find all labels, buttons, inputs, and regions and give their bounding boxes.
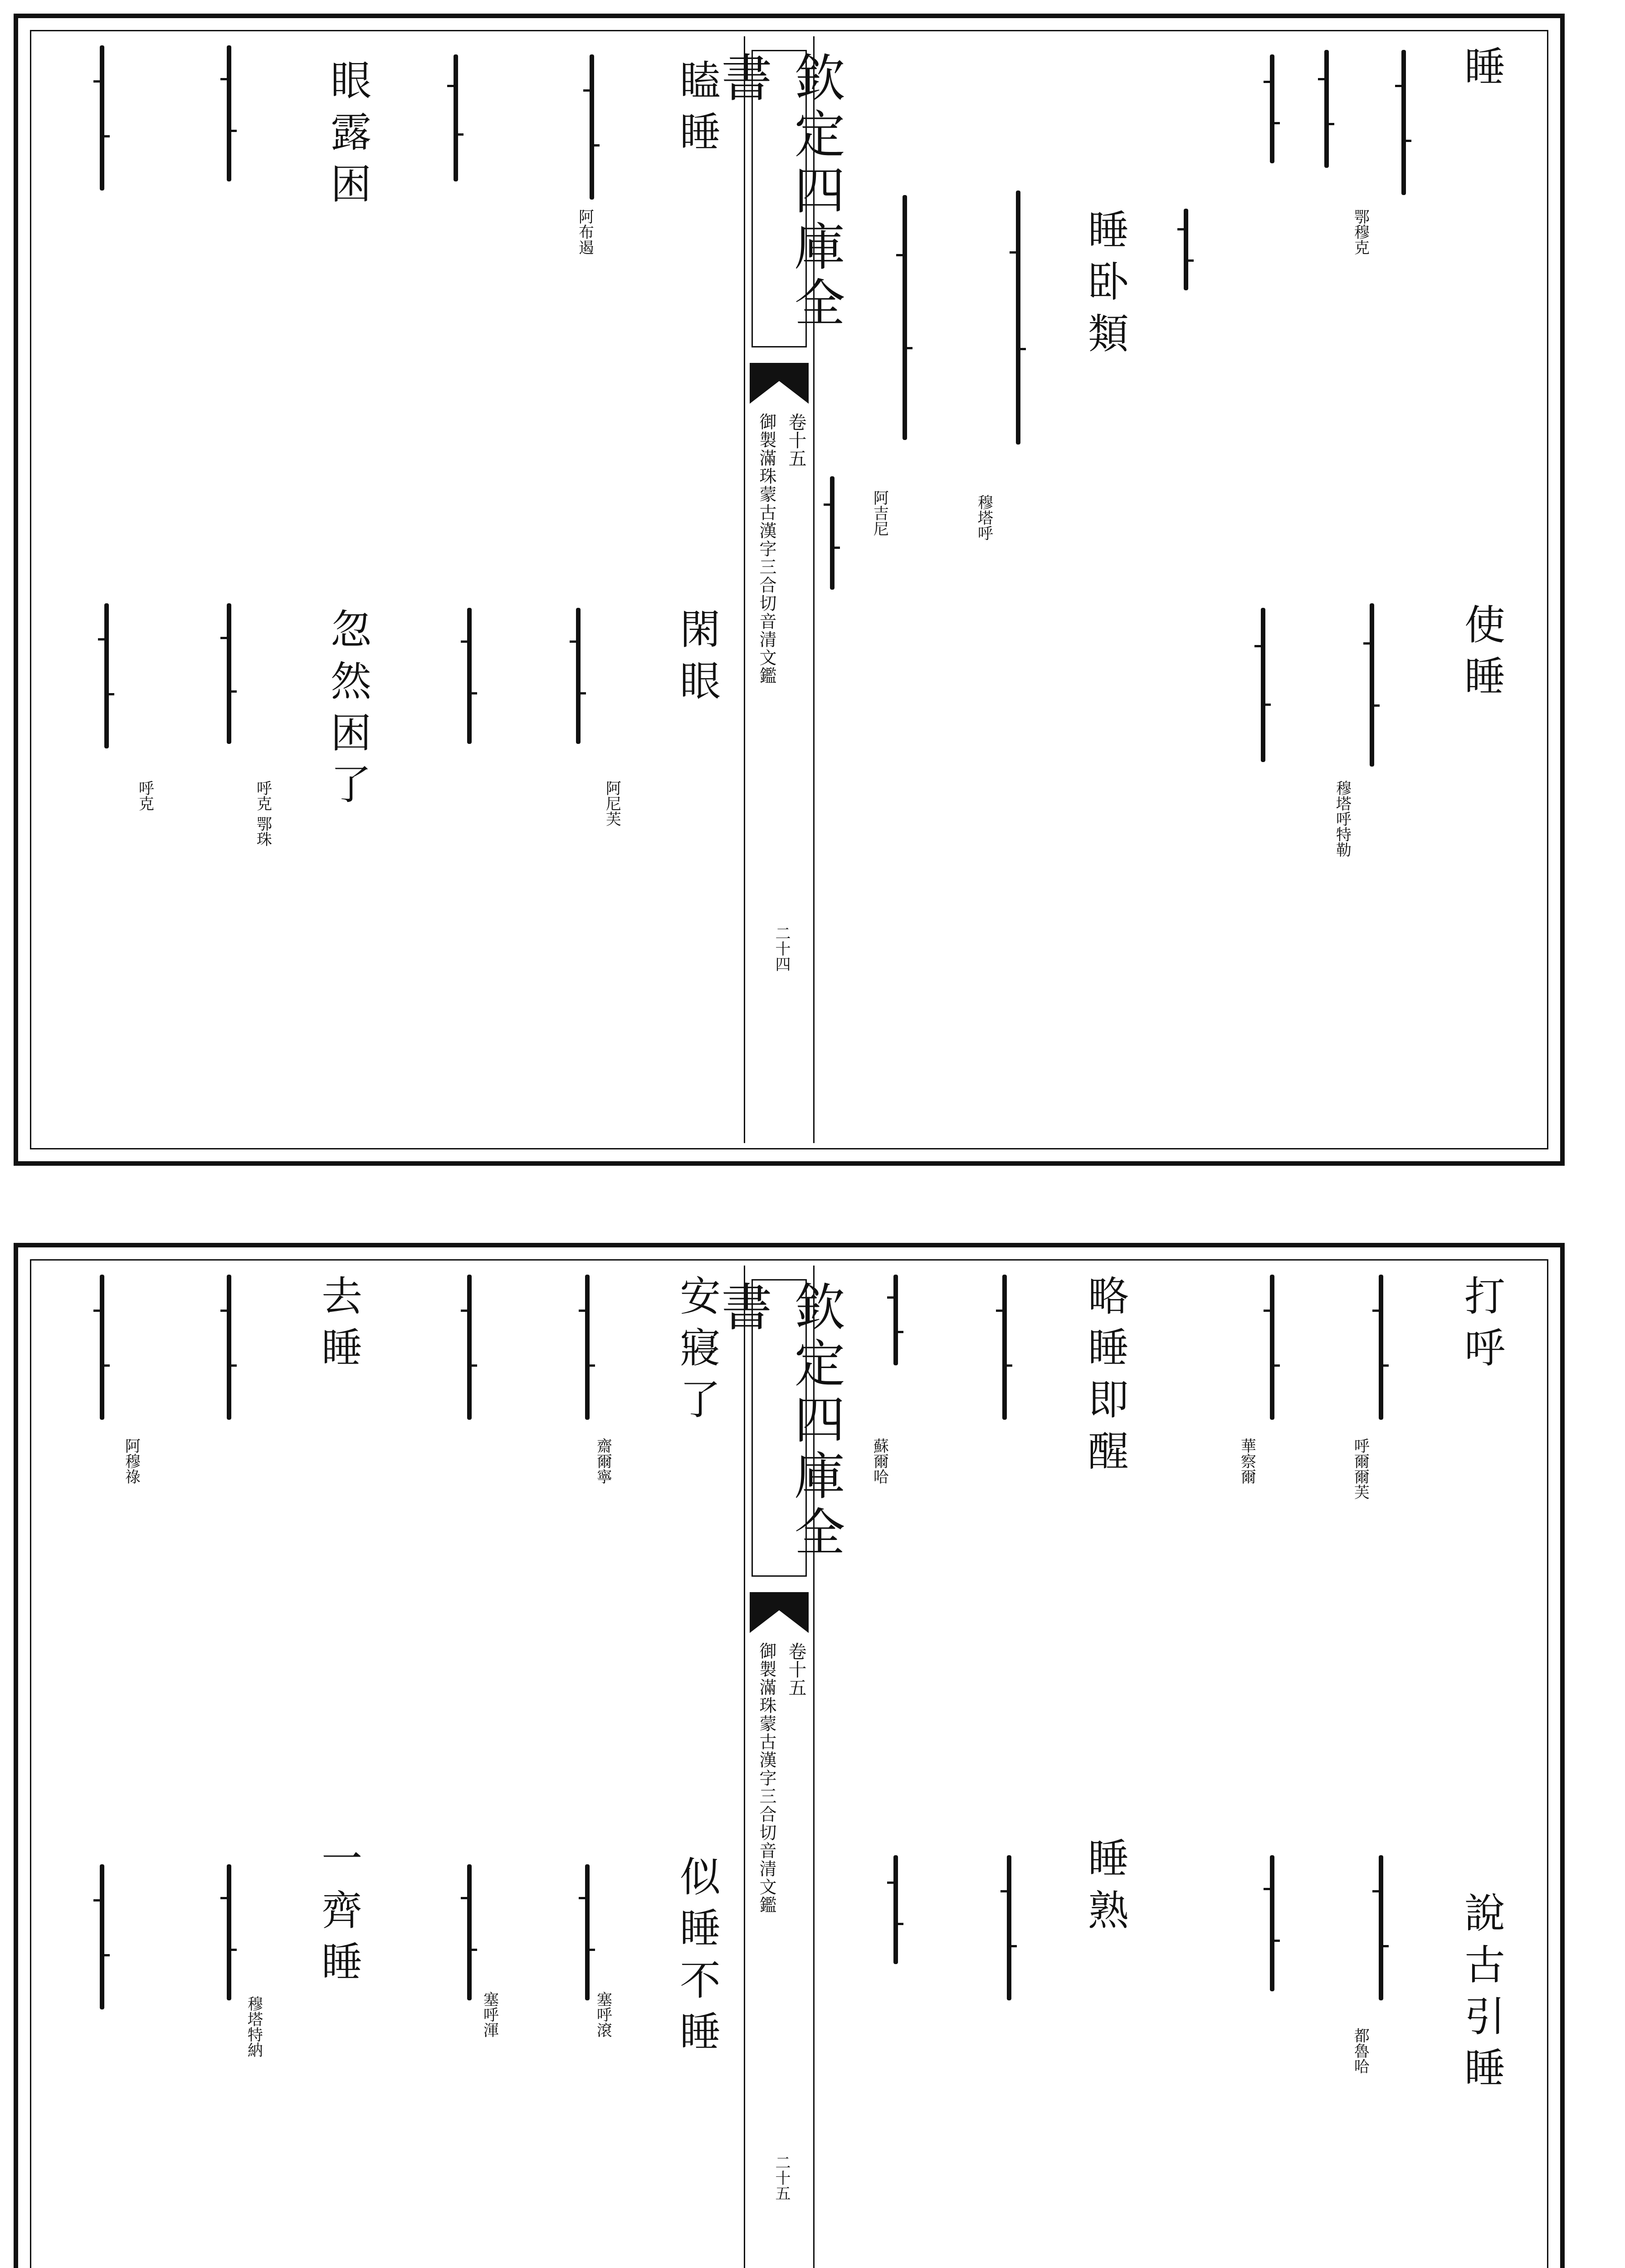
manchu-script-column [1261,608,1265,762]
bottom-annotation-5: 齋爾寧 [594,1438,612,1484]
top-fishtail-icon [750,363,809,404]
manchu-script-column [1270,1275,1274,1420]
bottom-headword-1: 打呼 [1457,1275,1505,1378]
manchu-script-column [227,1275,231,1420]
top-headword-5: 閑眼 [673,608,720,711]
manchu-script-column [1184,209,1188,290]
top-annotation-4: 穆塔呼特勒 [1333,780,1352,857]
top-annotation-2: 穆塔呼 [975,494,993,541]
manchu-script-column [104,603,109,748]
bottom-annotation-9: 穆塔特納 [244,1996,263,2058]
manchu-script-column [227,45,231,181]
manchu-script-column [1270,1855,1274,1991]
manchu-script-column [830,476,834,590]
manchu-script-column [100,45,104,191]
manchu-script-column [467,608,472,744]
top-headword-1: 睡 [1457,45,1505,97]
manchu-script-column [590,54,594,200]
bottom-annotation-4: 蘇爾哈 [870,1438,889,1484]
bottom-headword-8: 一齊睡 [314,1837,362,1992]
bottom-annotation-3: 都魯哈 [1351,2028,1370,2074]
bottom-headword-4: 睡熟 [1081,1837,1128,1941]
manchu-script-column [893,1275,898,1365]
manchu-script-column [585,1864,590,2000]
manchu-script-column [1324,50,1329,168]
manchu-script-column [1379,1855,1383,2000]
manchu-script-column [585,1275,590,1420]
top-center-title: 欽定四庫全書 [752,50,807,347]
manchu-script-column [576,608,581,744]
top-volume: 卷十五 [786,413,806,467]
manchu-script-column [100,1275,104,1420]
bottom-headword-5: 安寢了 [673,1275,720,1430]
manchu-script-column [1379,1275,1383,1420]
bottom-annotation-2: 華察爾 [1238,1438,1256,1484]
bottom-annotation-7: 塞呼滾 [594,1991,612,2038]
page-bottom [14,1243,1565,2268]
bottom-center-title: 欽定四庫全書 [752,1279,807,1577]
manchu-script-column [1370,603,1374,767]
manchu-script-column [1016,191,1020,445]
bottom-volume: 卷十五 [786,1642,806,1696]
manchu-script-column [1002,1275,1007,1420]
bottom-headword-2: 說古引睡 [1457,1892,1505,2098]
manchu-script-column [903,195,907,440]
page-top [14,14,1565,1166]
top-headword-4: 瞌睡 [673,59,720,162]
top-annotation-5: 阿布遏 [576,209,594,255]
bottom-headword-7: 去睡 [314,1275,362,1378]
top-annotation-1: 鄂穆克 [1351,209,1370,255]
manchu-script-column [100,1864,104,2009]
top-headword-6: 眼露困 [323,59,371,214]
bottom-annotation-1: 呼爾爾芙 [1351,1438,1370,1500]
manchu-script-column [227,603,231,744]
manchu-script-column [467,1864,472,2000]
top-center-band [713,36,845,1143]
bottom-center-band [713,1266,845,2268]
bottom-fishtail-icon [750,1592,809,1633]
top-annotation-3: 阿吉尼 [870,490,889,536]
top-headword-7: 忽然困了 [323,608,371,815]
manchu-script-column [893,1855,898,1964]
top-center-subtitle: 御製滿珠蒙古漢字三合切音清文鑑 [756,413,776,685]
bottom-leaf-number: 二十五 [772,2155,791,2201]
manchu-script-column [454,54,458,181]
manchu-script-column [1270,54,1274,163]
bottom-annotation-6: 塞呼渾 [480,1991,499,2038]
manchu-script-column [1007,1855,1011,2000]
top-annotation-7: 呼克 [136,780,154,811]
manchu-script-column [227,1864,231,2000]
bottom-headword-6: 似睡不睡 [673,1855,720,2062]
bottom-headword-3: 略睡即醒 [1081,1275,1128,1481]
top-headword-2: 睡卧類 [1081,209,1128,364]
top-headword-3: 使睡 [1457,603,1505,707]
bottom-annotation-8: 阿穆祿 [122,1438,141,1484]
top-leaf-number: 二十四 [772,925,791,972]
top-annotation-8: 呼克 鄂珠 [254,780,272,847]
manchu-script-column [467,1275,472,1420]
bottom-center-subtitle: 御製滿珠蒙古漢字三合切音清文鑑 [756,1642,776,1914]
top-annotation-6: 阿尼芙 [603,780,621,826]
manchu-script-column [1401,50,1406,195]
